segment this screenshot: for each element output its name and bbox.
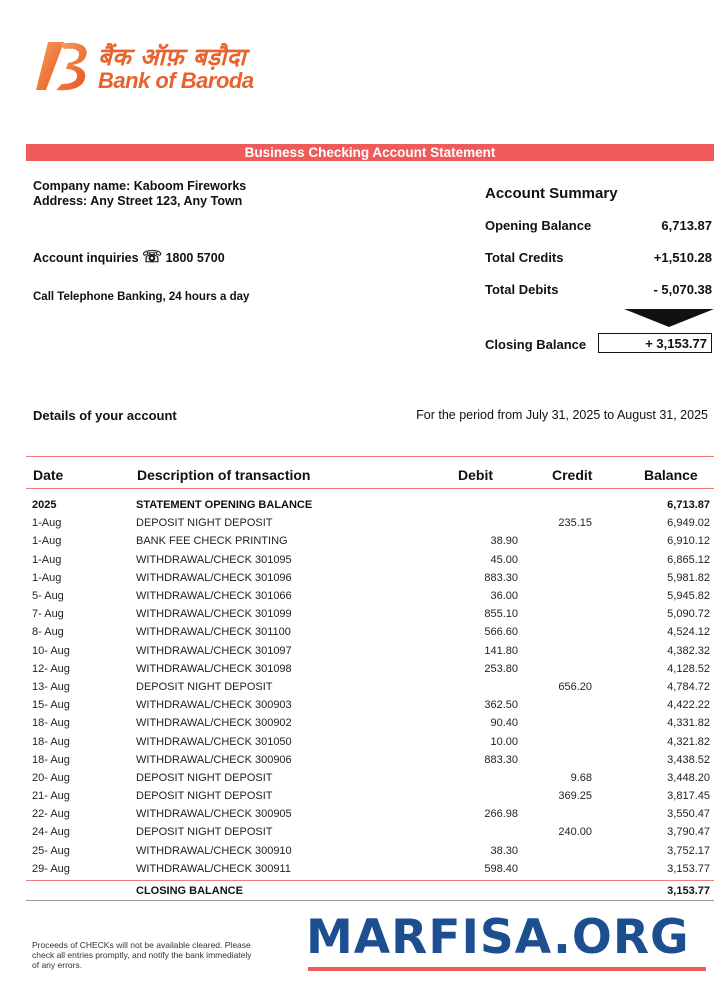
cell-date: 1-Aug xyxy=(32,517,62,530)
cell-date: 10- Aug xyxy=(32,644,70,657)
cell-credit xyxy=(518,532,592,550)
cell-balance: 6,713.87 xyxy=(667,499,710,512)
cell-debit: 38.30 xyxy=(490,844,518,857)
cell-date: 22- Aug xyxy=(32,808,70,821)
cell-description: WITHDRAWAL/CHECK 301098 xyxy=(136,662,292,675)
cell-balance: 3,438.52 xyxy=(667,753,710,766)
table-row xyxy=(32,623,710,641)
cell-credit xyxy=(518,842,592,860)
cell-balance: 4,422.22 xyxy=(667,699,710,712)
header-bottom-rule xyxy=(26,488,714,489)
cell-balance: 4,524.12 xyxy=(667,626,710,639)
cell-balance: 4,784.72 xyxy=(667,680,710,693)
cell-date: 20- Aug xyxy=(32,771,70,784)
closing-balance-label: Closing Balance xyxy=(485,337,587,352)
cell-credit xyxy=(518,587,592,605)
total-credits-value: +1,510.28 xyxy=(653,250,712,265)
total-credits-label: Total Credits xyxy=(485,250,564,265)
bank-name-english: Bank of Baroda xyxy=(98,68,254,93)
closing-balance-row xyxy=(32,882,710,900)
cell-date: 18- Aug xyxy=(32,753,70,766)
cell-date: 13- Aug xyxy=(32,680,70,693)
cell-balance: 5,945.82 xyxy=(667,590,710,603)
cell-date: 1-Aug xyxy=(32,553,62,566)
cell-date: 5- Aug xyxy=(32,590,64,603)
footer-note: Proceeds of CHECKs will not be available cleared. Please check all entries promptly, and notify the bank immediately of any errors. xyxy=(32,940,252,970)
account-inquiries xyxy=(33,250,225,266)
cell-date: 15- Aug xyxy=(32,699,70,712)
cell-balance: 3,153.77 xyxy=(667,862,710,875)
cell-debit xyxy=(416,823,518,841)
cell-balance: 6,949.02 xyxy=(667,517,710,530)
table-row xyxy=(32,678,710,696)
cell-description: WITHDRAWAL/CHECK 301097 xyxy=(136,644,292,657)
cell-debit xyxy=(416,882,518,900)
header-debit: Debit xyxy=(458,467,493,483)
cell-credit xyxy=(518,732,592,750)
cell-debit xyxy=(416,787,518,805)
cell-credit xyxy=(518,714,592,732)
cell-debit: 90.40 xyxy=(490,717,518,730)
down-arrow-icon xyxy=(624,309,714,327)
cell-description: WITHDRAWAL/CHECK 300906 xyxy=(136,753,292,766)
cell-credit xyxy=(518,882,592,900)
cell-balance: 4,331.82 xyxy=(667,717,710,730)
opening-balance-row xyxy=(32,496,710,514)
opening-balance-label: Opening Balance xyxy=(485,218,592,233)
table-row xyxy=(32,714,710,732)
table-row xyxy=(32,751,710,769)
cell-credit xyxy=(518,496,592,514)
cell-debit: 362.50 xyxy=(484,699,518,712)
cell-credit xyxy=(518,805,592,823)
cell-credit xyxy=(518,551,592,569)
cell-debit: 10.00 xyxy=(490,735,518,748)
telephone-banking: Call Telephone Banking, 24 hours a day xyxy=(33,291,250,303)
cell-date: 1-Aug xyxy=(32,535,62,548)
cell-credit xyxy=(518,696,592,714)
cell-description: DEPOSIT NIGHT DEPOSIT xyxy=(136,826,273,839)
cell-date: 8- Aug xyxy=(32,626,64,639)
cell-description: WITHDRAWAL/CHECK 300903 xyxy=(136,699,292,712)
cell-date: 25- Aug xyxy=(32,844,70,857)
cell-date: 29- Aug xyxy=(32,862,70,875)
cell-description: WITHDRAWAL/CHECK 301099 xyxy=(136,608,292,621)
cell-date: 21- Aug xyxy=(32,790,70,803)
closing-top-rule xyxy=(26,880,714,881)
cell-date: 1-Aug xyxy=(32,571,62,584)
cell-debit: 883.30 xyxy=(484,753,518,766)
table-row xyxy=(32,823,710,841)
cell-balance: 5,981.82 xyxy=(667,571,710,584)
header-date: Date xyxy=(33,467,64,483)
cell-credit: 369.25 xyxy=(558,790,592,803)
cell-description: WITHDRAWAL/CHECK 300905 xyxy=(136,808,292,821)
table-row xyxy=(32,842,710,860)
header-credit: Credit xyxy=(552,467,593,483)
cell-debit: 883.30 xyxy=(484,571,518,584)
cell-credit xyxy=(518,751,592,769)
cell-debit xyxy=(416,514,518,532)
cell-description: DEPOSIT NIGHT DEPOSIT xyxy=(136,517,273,530)
cell-balance: 3,790.47 xyxy=(667,826,710,839)
cell-balance: 6,865.12 xyxy=(667,553,710,566)
cell-debit: 36.00 xyxy=(490,590,518,603)
cell-date: 18- Aug xyxy=(32,717,70,730)
cell-date: 2025 xyxy=(32,499,57,512)
account-summary-title: Account Summary xyxy=(485,185,618,202)
cell-credit xyxy=(518,660,592,678)
table-row xyxy=(32,551,710,569)
cell-debit: 598.40 xyxy=(484,862,518,875)
cell-credit xyxy=(518,569,592,587)
cell-description: WITHDRAWAL/CHECK 301096 xyxy=(136,571,292,584)
cell-balance: 3,550.47 xyxy=(667,808,710,821)
cell-description: BANK FEE CHECK PRINTING xyxy=(136,535,288,548)
cell-debit: 253.80 xyxy=(484,662,518,675)
cell-description: STATEMENT OPENING BALANCE xyxy=(136,499,313,512)
opening-balance-value: 6,713.87 xyxy=(661,218,712,233)
cell-debit xyxy=(416,678,518,696)
transactions-table xyxy=(32,496,710,878)
cell-description: WITHDRAWAL/CHECK 301066 xyxy=(136,590,292,603)
company-name: Company name: Kaboom Fireworks xyxy=(33,179,247,193)
cell-credit xyxy=(518,642,592,660)
cell-date: 7- Aug xyxy=(32,608,64,621)
total-debits-label: Total Debits xyxy=(485,282,559,297)
closing-balance-table xyxy=(32,882,710,900)
bank-logo-icon xyxy=(34,40,92,92)
cell-credit xyxy=(518,860,592,878)
table-row xyxy=(32,805,710,823)
cell-balance: 3,817.45 xyxy=(667,790,710,803)
cell-description: WITHDRAWAL/CHECK 300902 xyxy=(136,717,292,730)
cell-debit: 141.80 xyxy=(484,644,518,657)
header-balance: Balance xyxy=(644,467,698,483)
cell-balance: 4,128.52 xyxy=(667,662,710,675)
cell-balance: 3,153.77 xyxy=(667,885,710,898)
cell-description: WITHDRAWAL/CHECK 300911 xyxy=(136,862,291,875)
cell-credit: 235.15 xyxy=(558,517,592,530)
statement-period: For the period from July 31, 2025 to August 31, 2025 xyxy=(416,408,708,422)
cell-description: WITHDRAWAL/CHECK 301095 xyxy=(136,553,292,566)
cell-date: 12- Aug xyxy=(32,662,70,675)
cell-debit: 45.00 xyxy=(490,553,518,566)
cell-debit: 855.10 xyxy=(484,608,518,621)
telephone-icon: ☏ xyxy=(142,249,163,266)
table-row xyxy=(32,860,710,878)
cell-description: DEPOSIT NIGHT DEPOSIT xyxy=(136,680,273,693)
cell-balance: 3,752.17 xyxy=(667,844,710,857)
cell-date xyxy=(32,882,136,900)
cell-balance: 6,910.12 xyxy=(667,535,710,548)
table-row xyxy=(32,769,710,787)
closing-balance-value: + 3,153.77 xyxy=(598,333,712,353)
inquiries-label: Account inquiries xyxy=(33,251,139,265)
total-debits-value: - 5,070.38 xyxy=(653,282,712,297)
cell-date: 18- Aug xyxy=(32,735,70,748)
cell-credit: 9.68 xyxy=(570,771,592,784)
cell-debit: 38.90 xyxy=(490,535,518,548)
table-row xyxy=(32,532,710,550)
cell-description: WITHDRAWAL/CHECK 300910 xyxy=(136,844,292,857)
cell-credit xyxy=(518,605,592,623)
closing-bottom-rule xyxy=(26,900,714,901)
cell-date: 24- Aug xyxy=(32,826,70,839)
cell-balance: 4,382.32 xyxy=(667,644,710,657)
bank-name-hindi: बैंक ऑफ़ बड़ौदा xyxy=(98,43,247,71)
table-row xyxy=(32,660,710,678)
table-row xyxy=(32,605,710,623)
cell-description: DEPOSIT NIGHT DEPOSIT xyxy=(136,771,273,784)
cell-credit: 656.20 xyxy=(558,680,592,693)
table-row xyxy=(32,787,710,805)
header-description: Description of transaction xyxy=(137,467,311,483)
statement-title: Business Checking Account Statement xyxy=(26,144,714,161)
cell-description: DEPOSIT NIGHT DEPOSIT xyxy=(136,790,273,803)
watermark-underline xyxy=(308,967,706,971)
watermark-text: MARFISA.ORG xyxy=(306,910,690,965)
cell-description: CLOSING BALANCE xyxy=(136,885,243,898)
cell-credit: 240.00 xyxy=(558,826,592,839)
table-row xyxy=(32,569,710,587)
cell-debit xyxy=(416,769,518,787)
cell-debit: 566.60 xyxy=(484,626,518,639)
cell-balance: 4,321.82 xyxy=(667,735,710,748)
company-address: Address: Any Street 123, Any Town xyxy=(33,194,243,208)
cell-balance: 3,448.20 xyxy=(667,771,710,784)
cell-credit xyxy=(518,623,592,641)
cell-debit: 266.98 xyxy=(484,808,518,821)
table-row xyxy=(32,696,710,714)
table-row xyxy=(32,514,710,532)
details-label: Details of your account xyxy=(33,408,177,423)
table-top-rule xyxy=(26,456,714,457)
cell-description: WITHDRAWAL/CHECK 301100 xyxy=(136,626,291,639)
cell-description: WITHDRAWAL/CHECK 301050 xyxy=(136,735,292,748)
table-row xyxy=(32,642,710,660)
table-row xyxy=(32,732,710,750)
cell-debit xyxy=(416,496,518,514)
table-row xyxy=(32,587,710,605)
phone-number: 1800 5700 xyxy=(165,251,225,265)
cell-balance: 5,090.72 xyxy=(667,608,710,621)
